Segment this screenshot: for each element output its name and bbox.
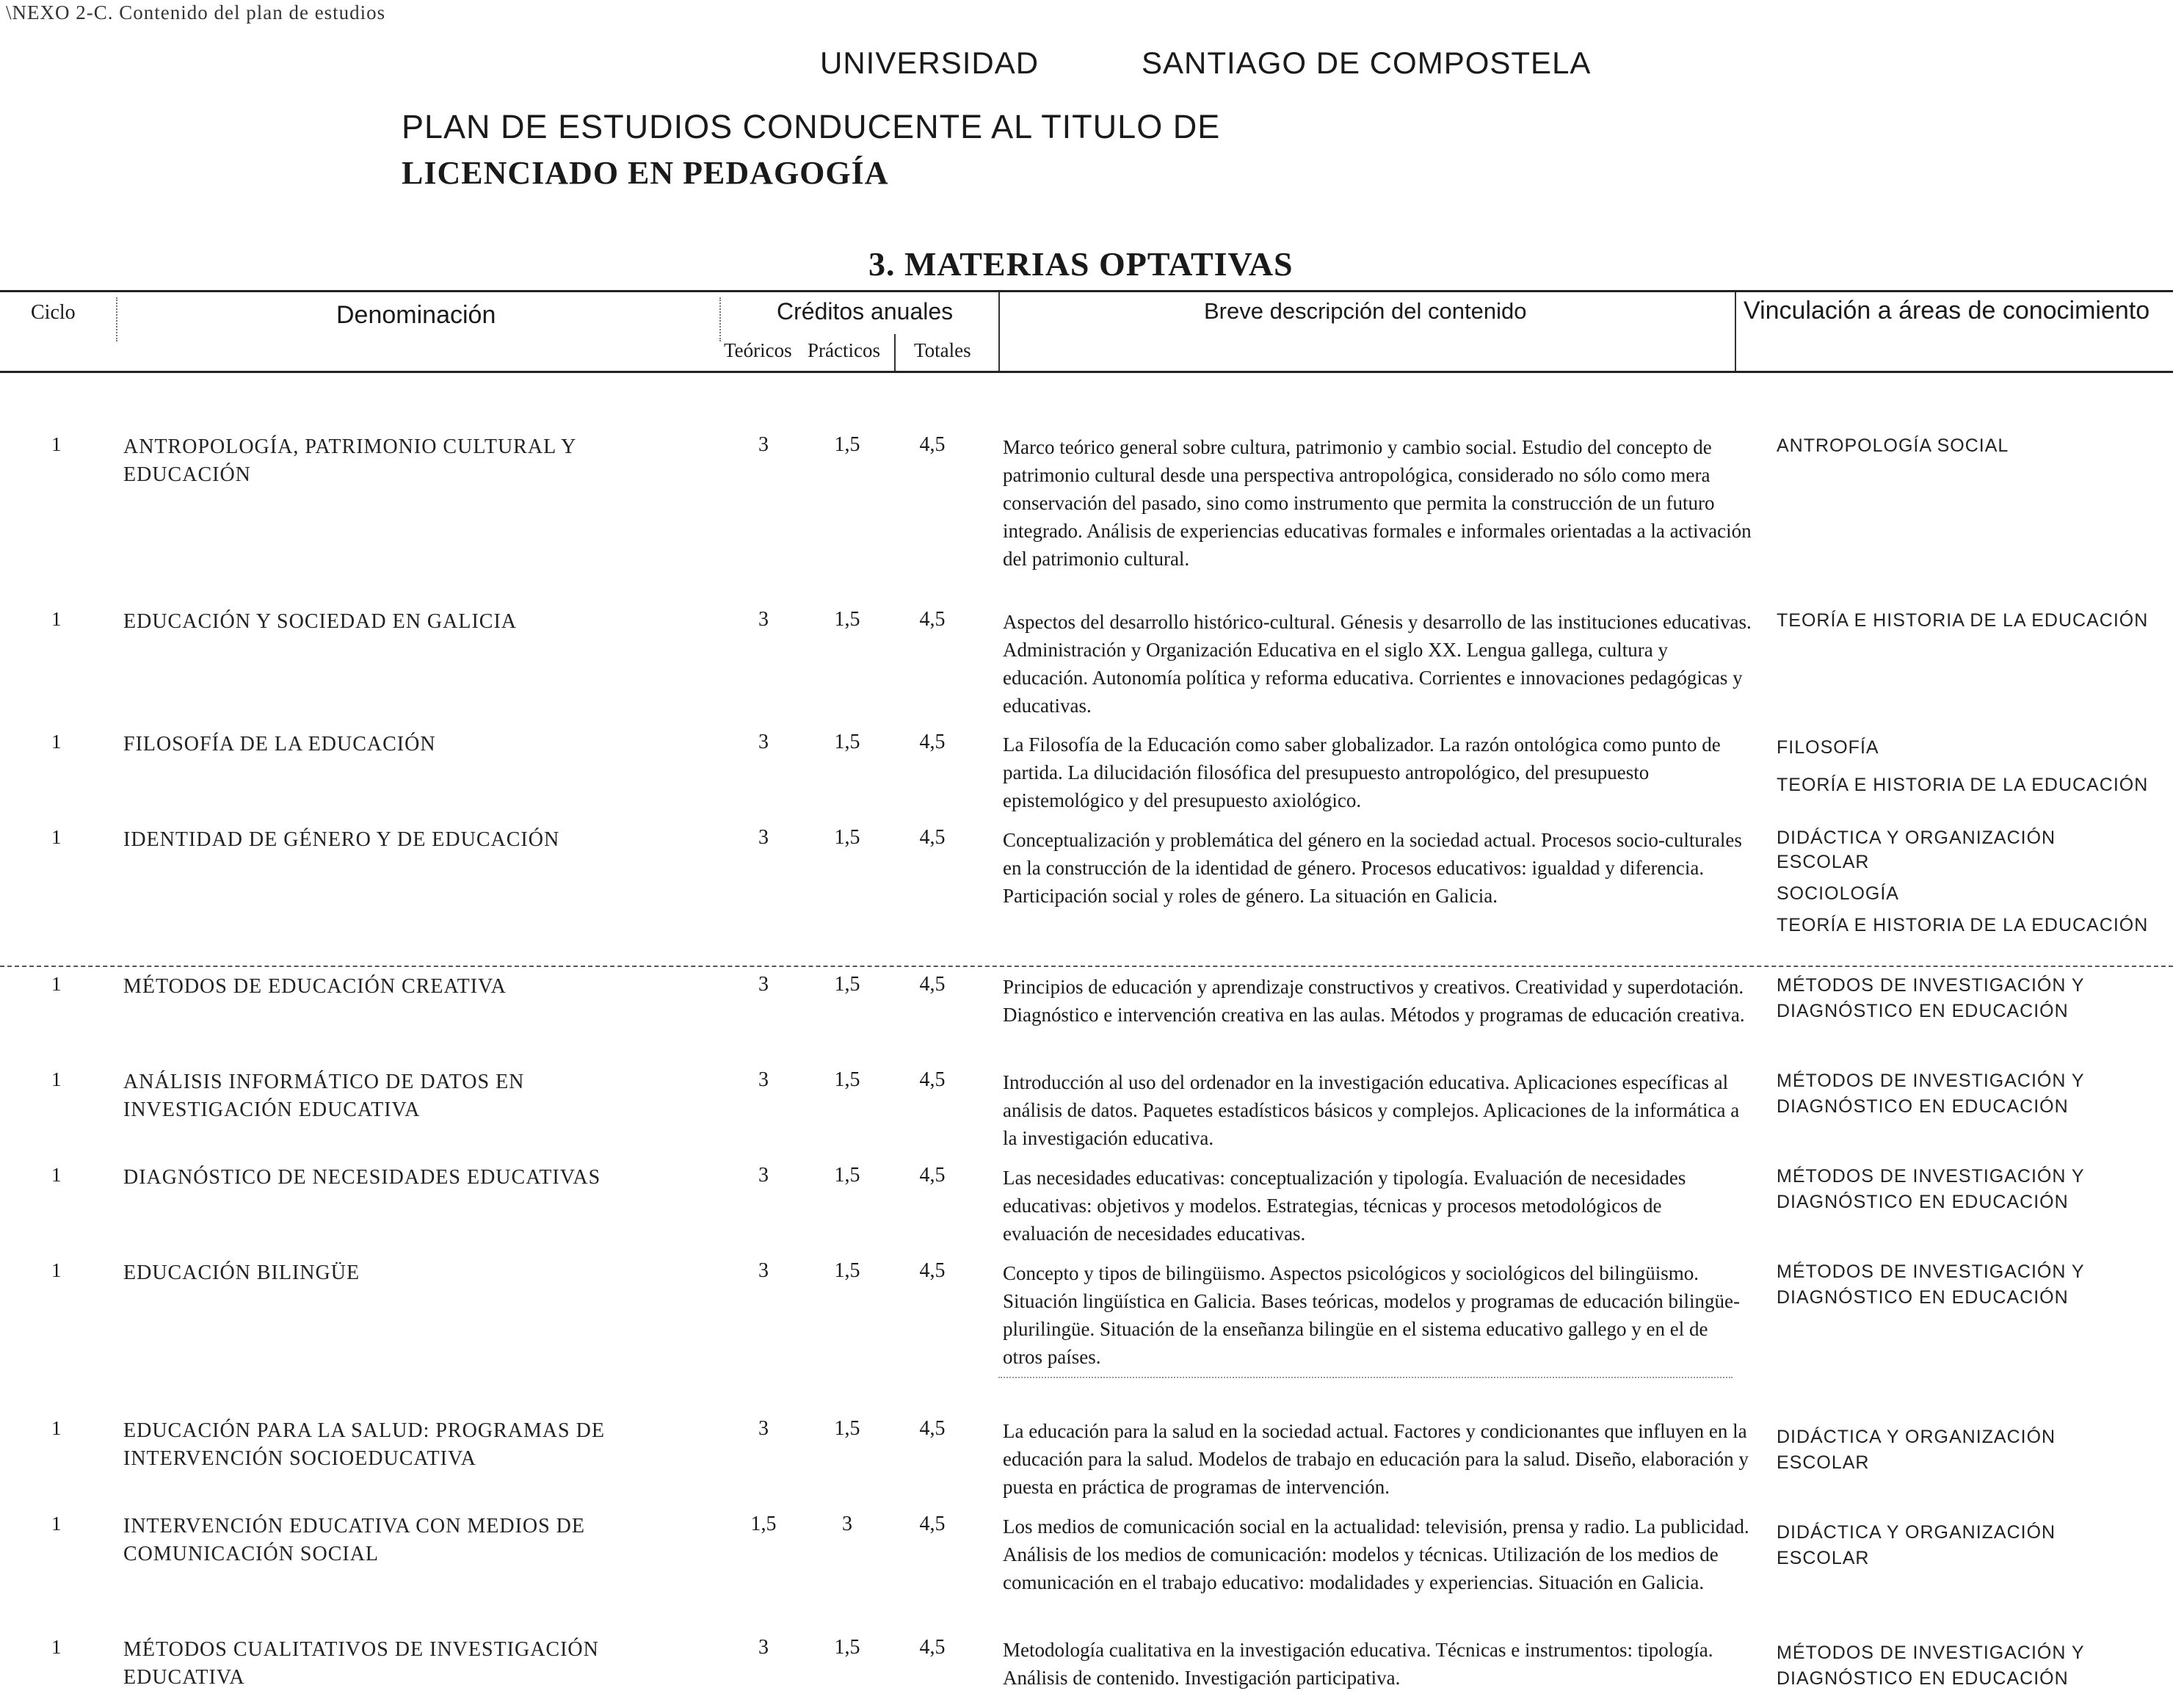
cell-totales: 4,5 — [919, 1164, 946, 1187]
column-divider-totales — [894, 334, 896, 371]
cell-practicos: 1,5 — [834, 1636, 860, 1659]
cell-teoricos: 3 — [758, 1636, 769, 1659]
cell-totales: 4,5 — [919, 973, 946, 996]
cell-areas — [1777, 1424, 2173, 1476]
area-item: MÉTODOS DE INVESTIGACIÓN Y DIAGNÓSTICO EN EDUCACIÓN — [1777, 1643, 2085, 1689]
cell-descripcion: Aspectos del desarrollo histórico-cultural. Génesis y desarrollo de las instituciones educativas. Administración y Organización Educativa en el siglo XX. Lengua gallega, cultura y educación. Autonomía política y reforma educativa. Corrientes e innovaciones pedagógicas y educativas. — [1003, 611, 1752, 717]
cell-totales: 4,5 — [919, 433, 946, 456]
cell-practicos: 1,5 — [834, 826, 860, 849]
cell-ciclo: 1 — [51, 608, 62, 630]
cell-teoricos: 3 — [758, 731, 769, 753]
cell-descripcion: Los medios de comunicación social en la actualidad: televisión, prensa y radio. La publicidad. Análisis de los medios de comunicación: modelos y técnicas. Utilización de los medios de comunicación en el trabajo educativo: modalidades y experiencias. Situación en Galicia. — [1003, 1515, 1749, 1593]
cell-denominacion: MÉTODOS DE EDUCACIÓN CREATIVA — [123, 975, 507, 998]
cell-teoricos: 3 — [758, 1417, 769, 1440]
area-item: TEORÍA E HISTORIA DE LA EDUCACIÓN — [1777, 775, 2149, 795]
area-item: SOCIOLOGÍA — [1777, 883, 1899, 904]
university-label: UNIVERSIDAD — [820, 46, 1040, 80]
header-totales: Totales — [914, 339, 971, 361]
cell-practicos: 1,5 — [834, 433, 860, 456]
cell-teoricos: 3 — [758, 826, 769, 849]
cell-teoricos: 3 — [758, 1164, 769, 1187]
cell-practicos: 1,5 — [834, 731, 860, 753]
cell-descripcion: Introducción al uso del ordenador en la investigación educativa. Aplicaciones específicas al análisis de datos. Paquetes estadísticos básicos y complejos. Aplicaciones de la informática a la investigación educativa. — [1003, 1071, 1740, 1149]
header-vinculacion: Vinculación a áreas de conocimiento — [1744, 297, 2150, 325]
header-descripcion: Breve descripción del contenido — [1204, 298, 1527, 324]
area-item: ANTROPOLOGÍA SOCIAL — [1777, 435, 2009, 456]
cell-ciclo: 1 — [51, 731, 62, 753]
cell-descripcion: Conceptualización y problemática del género en la sociedad actual. Procesos socio-culturales en la construcción de la identidad de género. Procesos educativos: igualdad y diferencia. Participación social y roles de género. La situación en Galicia. — [1003, 829, 1742, 907]
column-divider-denominacion — [116, 297, 117, 341]
cell-ciclo: 1 — [51, 1417, 62, 1439]
cell-areas — [1777, 433, 2173, 459]
header-ciclo: Ciclo — [31, 301, 76, 324]
cell-teoricos: 3 — [758, 973, 769, 996]
cell-denominacion: EDUCACIÓN BILINGÜE — [123, 1261, 360, 1284]
cell-areas — [1777, 1259, 2173, 1311]
cell-descripcion: La Filosofía de la Educación como saber globalizador. La razón ontológica como punto de partida. La dilucidación filosófica del presupuesto antropológico, del presupuesto epistemológico y del presupuesto axiológico. — [1003, 734, 1721, 811]
cell-denominacion: EDUCACIÓN PARA LA SALUD: PROGRAMAS DE INTERVENCIÓN SOCIOEDUCATIVA — [123, 1419, 605, 1470]
plan-title: PLAN DE ESTUDIOS CONDUCENTE AL TITULO DE — [402, 108, 1221, 145]
header-teoricos: Teóricos — [724, 339, 792, 361]
header-creditos: Créditos anuales — [777, 298, 954, 325]
row-separator — [998, 1377, 1733, 1378]
cell-ciclo: 1 — [51, 1636, 62, 1658]
cell-teoricos: 3 — [758, 608, 769, 631]
cell-teoricos: 3 — [758, 433, 769, 456]
cell-areas — [1777, 1520, 2173, 1571]
cell-ciclo: 1 — [51, 1259, 62, 1281]
area-item: TEORÍA E HISTORIA DE LA EDUCACIÓN — [1777, 610, 2149, 631]
cell-denominacion: EDUCACIÓN Y SOCIEDAD EN GALICIA — [123, 610, 517, 633]
cell-denominacion: FILOSOFÍA DE LA EDUCACIÓN — [123, 733, 436, 756]
cell-denominacion: IDENTIDAD DE GÉNERO Y DE EDUCACIÓN — [123, 828, 560, 851]
area-item: MÉTODOS DE INVESTIGACIÓN Y DIAGNÓSTICO EN EDUCACIÓN — [1777, 1261, 2085, 1308]
cell-descripcion: Principios de educación y aprendizaje constructivos y creativos. Creatividad y superdotación. Diagnóstico e intervención creativa en las aulas. Métodos y programas de educación creativa. — [1003, 976, 1745, 1026]
table-header-bottom-rule — [0, 371, 2173, 373]
cell-practicos: 1,5 — [834, 973, 860, 996]
cell-ciclo: 1 — [51, 973, 62, 995]
cell-denominacion: ANTROPOLOGÍA, PATRIMONIO CULTURAL Y EDUCACIÓN — [123, 435, 576, 486]
column-divider-description — [998, 292, 1000, 371]
header-denominacion: Denominación — [336, 301, 496, 329]
university-name: SANTIAGO DE COMPOSTELA — [1142, 46, 1592, 80]
cell-totales: 4,5 — [919, 731, 946, 753]
cell-teoricos: 3 — [758, 1259, 769, 1282]
cell-totales: 4,5 — [919, 826, 946, 849]
cell-areas — [1777, 1068, 2173, 1120]
area-item: MÉTODOS DE INVESTIGACIÓN Y DIAGNÓSTICO EN EDUCACIÓN — [1777, 1166, 2085, 1212]
cell-totales: 4,5 — [919, 1259, 946, 1282]
cell-descripcion: Concepto y tipos de bilingüismo. Aspectos psicológicos y sociológicos del bilingüismo. Situación lingüística en Galicia. Bases teóricas, modelos y programas de educación bilingüe-plurilingüe. Situación de la enseñanza bilingüe en el sistema educativo gallego y en el de otros países. — [1003, 1262, 1740, 1368]
header-practicos: Prácticos — [808, 339, 880, 361]
cell-practicos: 1,5 — [834, 1164, 860, 1187]
cell-totales: 4,5 — [919, 1513, 946, 1535]
area-item: FILOSOFÍA — [1777, 737, 1879, 758]
area-item: TEORÍA E HISTORIA DE LA EDUCACIÓN — [1777, 915, 2149, 935]
cell-areas — [1777, 608, 2173, 634]
cell-practicos: 3 — [842, 1513, 852, 1535]
cell-areas — [1777, 1164, 2173, 1215]
cell-totales: 4,5 — [919, 1068, 946, 1091]
section-title: 3. MATERIAS OPTATIVAS — [868, 245, 1294, 283]
area-item: MÉTODOS DE INVESTIGACIÓN Y DIAGNÓSTICO EN EDUCACIÓN — [1777, 1071, 2085, 1117]
area-item: DIDÁCTICA Y ORGANIZACIÓN ESCOLAR — [1777, 1522, 2056, 1568]
cell-practicos: 1,5 — [834, 1259, 860, 1282]
cell-practicos: 1,5 — [834, 1417, 860, 1440]
cell-totales: 4,5 — [919, 1417, 946, 1440]
cell-ciclo: 1 — [51, 826, 62, 848]
cell-denominacion: DIAGNÓSTICO DE NECESIDADES EDUCATIVAS — [123, 1166, 601, 1189]
cell-teoricos: 3 — [758, 1068, 769, 1091]
cell-teoricos: 1,5 — [750, 1513, 777, 1535]
cell-descripcion: Metodología cualitativa en la investigación educativa. Técnicas e instrumentos: tipología. Análisis de contenido. Investigación participativa. — [1003, 1639, 1713, 1689]
cell-ciclo: 1 — [51, 1068, 62, 1090]
cell-ciclo: 1 — [51, 1513, 62, 1535]
cell-areas — [1777, 826, 2173, 938]
degree-title: LICENCIADO EN PEDAGOGÍA — [402, 155, 889, 191]
cell-totales: 4,5 — [919, 608, 946, 631]
cell-practicos: 1,5 — [834, 1068, 860, 1091]
cell-descripcion: Las necesidades educativas: conceptualización y tipología. Evaluación de necesidades educativas: objetivos y modelos. Estrategias, técnicas y procesos metodológicos de evaluación de necesidades educativas. — [1003, 1167, 1686, 1245]
cell-ciclo: 1 — [51, 433, 62, 455]
area-item: MÉTODOS DE INVESTIGACIÓN Y DIAGNÓSTICO EN EDUCACIÓN — [1777, 975, 2085, 1021]
row-separator — [0, 966, 2173, 967]
cell-practicos: 1,5 — [834, 608, 860, 631]
area-item: DIDÁCTICA Y ORGANIZACIÓN ESCOLAR — [1777, 1427, 2056, 1473]
cell-totales: 4,5 — [919, 1636, 946, 1659]
cell-ciclo: 1 — [51, 1164, 62, 1186]
cell-descripcion: La educación para la salud en la sociedad actual. Factores y condicionantes que influyen en la educación para la salud. Modelos de trabajo en educación para la salud. Diseño, elaboración y puesta en práctica de programas de intervención. — [1003, 1420, 1749, 1498]
cell-areas — [1777, 1640, 2173, 1692]
column-divider-areas — [1735, 292, 1736, 371]
cell-areas — [1777, 735, 2173, 798]
cell-areas — [1777, 973, 2173, 1024]
table-top-rule — [0, 290, 2173, 292]
area-item: DIDÁCTICA Y ORGANIZACIÓN ESCOLAR — [1777, 828, 2056, 872]
cell-denominacion: INTERVENCIÓN EDUCATIVA CON MEDIOS DE COMUNICACIÓN SOCIAL — [123, 1515, 586, 1565]
annex-label: \NEXO 2-C. Contenido del plan de estudios — [6, 1, 386, 23]
cell-descripcion: Marco teórico general sobre cultura, patrimonio y cambio social. Estudio del concepto de patrimonio cultural desde una perspectiva antropológica, considerado no sólo como mera conservación del pasado, sino como instrumento que permita la construcción de un futuro integrado. Análisis de experiencias educativas formales e informales orientadas a la activación del patrimonio cultural. — [1003, 436, 1752, 570]
cell-denominacion: ANÁLISIS INFORMÁTICO DE DATOS EN INVESTIGACIÓN EDUCATIVA — [123, 1071, 525, 1121]
column-divider-creditos — [719, 297, 721, 341]
cell-denominacion: MÉTODOS CUALITATIVOS DE INVESTIGACIÓN EDUCATIVA — [123, 1638, 599, 1689]
